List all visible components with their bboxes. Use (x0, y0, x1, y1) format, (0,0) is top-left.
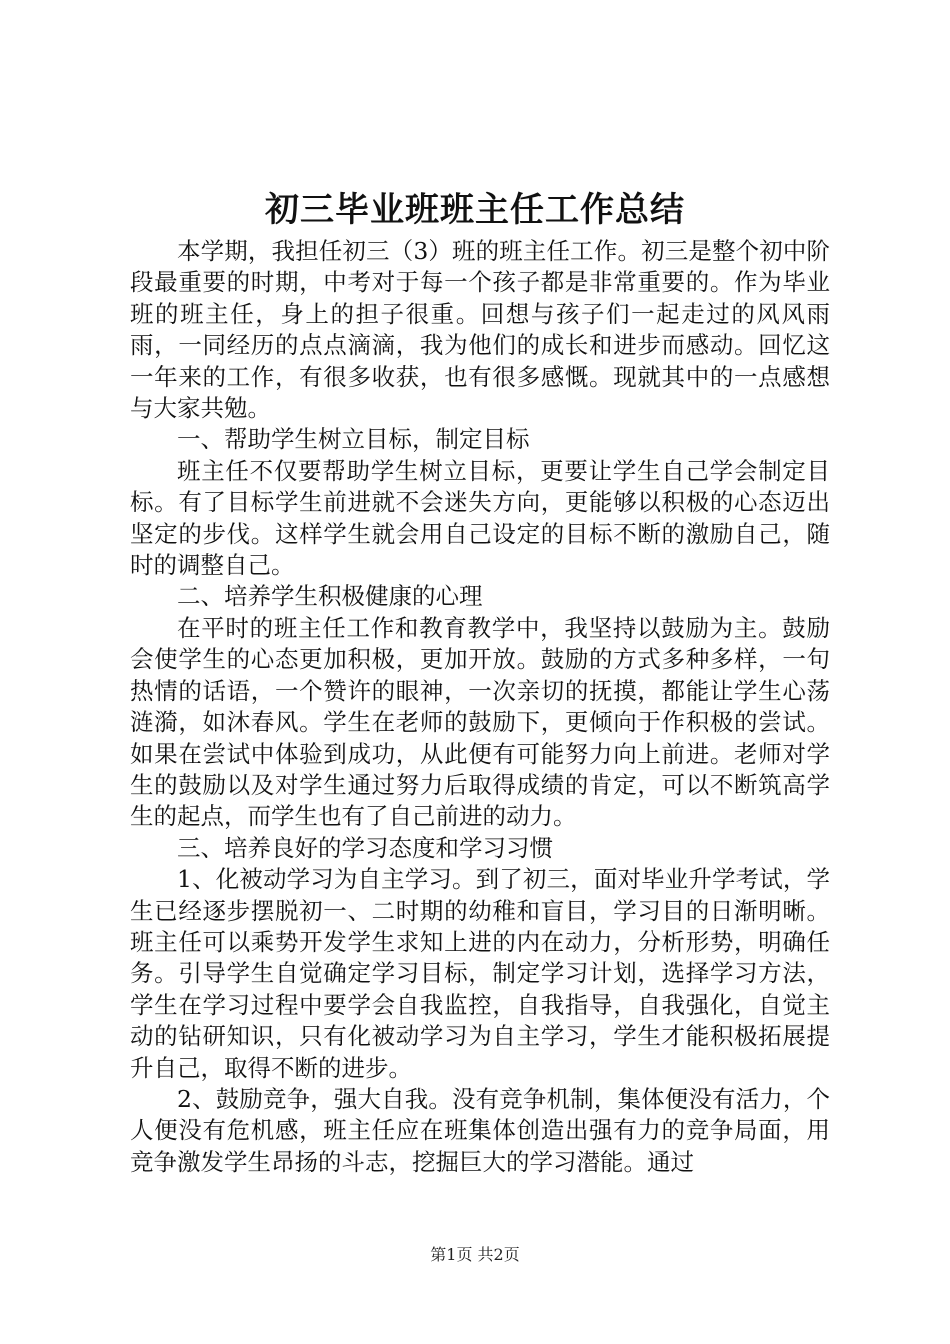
paragraph-encouragement: 在平时的班主任工作和教育教学中，我坚持以鼓励为主。鼓励会使学生的心态更加积极，更加开放。鼓励的方式多种多样，一句热情的话语，一个赞许的眼神，一次亲切的抚摸，都能让学生心荡涟漪，如沐春风。学生在老师的鼓励下，更倾向于作积极的尝试。如果在尝试中体验到成功，从此便有可能努力向上前进。老师对学生的鼓励以及对学生通过努力后取得成绩的肯定，可以不断筑高学生的起点，而学生也有了自己前进的动力。 (130, 613, 830, 831)
document-title: 初三毕业班班主任工作总结 (265, 190, 685, 230)
paragraph-competition: 2、鼓励竞争，强大自我。没有竞争机制，集体便没有活力，个人便没有危机感，班主任应在班集体创造出强有力的竞争局面，用竞争激发学生昂扬的斗志，挖掘巨大的学习潜能。通过 (130, 1084, 830, 1176)
section-heading-1: 一、帮助学生树立目标，制定目标 (177, 425, 530, 454)
page-number-footer: 第1页 共2页 (430, 1245, 520, 1264)
document-body (130, 236, 830, 1178)
section-heading-2: 二、培养学生积极健康的心理 (177, 582, 483, 611)
paragraph-intro: 本学期，我担任初三（3）班的班主任工作。初三是整个初中阶段最重要的时期，中考对于每一个孩子都是非常重要的。作为毕业班的班主任，身上的担子很重。回想与孩子们一起走过的风风雨雨，一同经历的点点滴滴，我为他们的成长和进步而感动。回忆这一年来的工作，有很多收获，也有很多感慨。现就其中的一点感想与大家共勉。 (130, 237, 830, 423)
section-heading-3: 三、培养良好的学习态度和学习习惯 (177, 833, 553, 862)
paragraph-goals: 班主任不仅要帮助学生树立目标，更要让学生自己学会制定目标。有了目标学生前进就不会迷失方向，更能够以积极的心态迈出坚定的步伐。这样学生就会用自己设定的目标不断的激励自己，随时的调整自己。 (130, 456, 830, 580)
paragraph-self-study: 1、化被动学习为自主学习。到了初三，面对毕业升学考试，学生已经逐步摆脱初一、二时期的幼稚和盲目，学习目的日渐明晰。班主任可以乘势开发学生求知上进的内在动力，分析形势，明确任务。引导学生自觉确定学习目标，制定学习计划，选择学习方法，学生在学习过程中要学会自我监控，自我指导，自我强化，自觉主动的钻研知识，只有化被动学习为自主学习，学生才能积极拓展提升自己，取得不断的进步。 (130, 865, 830, 1082)
